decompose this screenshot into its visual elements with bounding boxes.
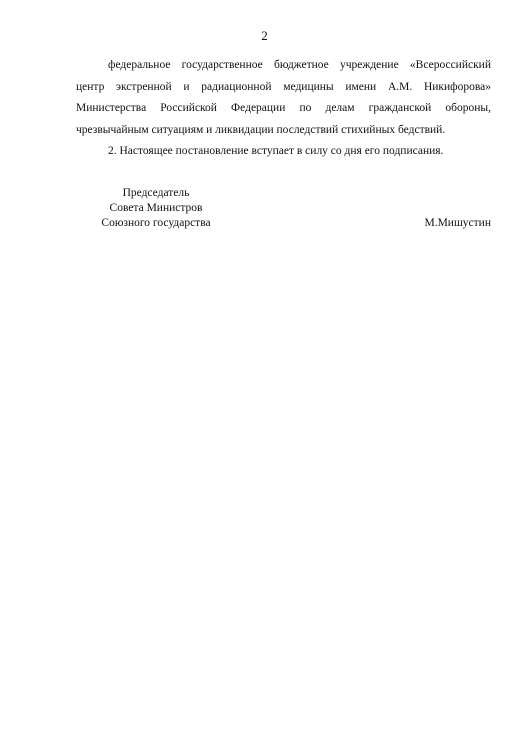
signatory-title-line: Председатель <box>122 187 190 199</box>
paragraph-effective-date: 2. Настоящее постановление вступает в силу со дня его подписания. <box>108 145 444 157</box>
signatory-title-line: Союзного государства <box>101 217 211 229</box>
signatory-title <box>76 186 236 231</box>
paragraph-line: чрезвычайным ситуациям и ликвидации последствий стихийных бедствий. <box>76 123 446 136</box>
paragraph-continuation <box>76 55 491 141</box>
signatory-name: М.Мишустин <box>424 217 491 229</box>
paragraph-line: Министерства Российской Федерации по делам гражданской обороны, <box>76 102 491 114</box>
paragraph-line: центр экстренной и радиационной медицины имени А.М. Никифорова» <box>76 80 491 93</box>
page-number: 2 <box>261 28 268 43</box>
signatory-title-line: Совета Министров <box>109 202 203 214</box>
paragraph-line: федеральное государственное бюджетное учреждение «Всероссийский <box>108 59 491 71</box>
document-body <box>76 55 491 163</box>
